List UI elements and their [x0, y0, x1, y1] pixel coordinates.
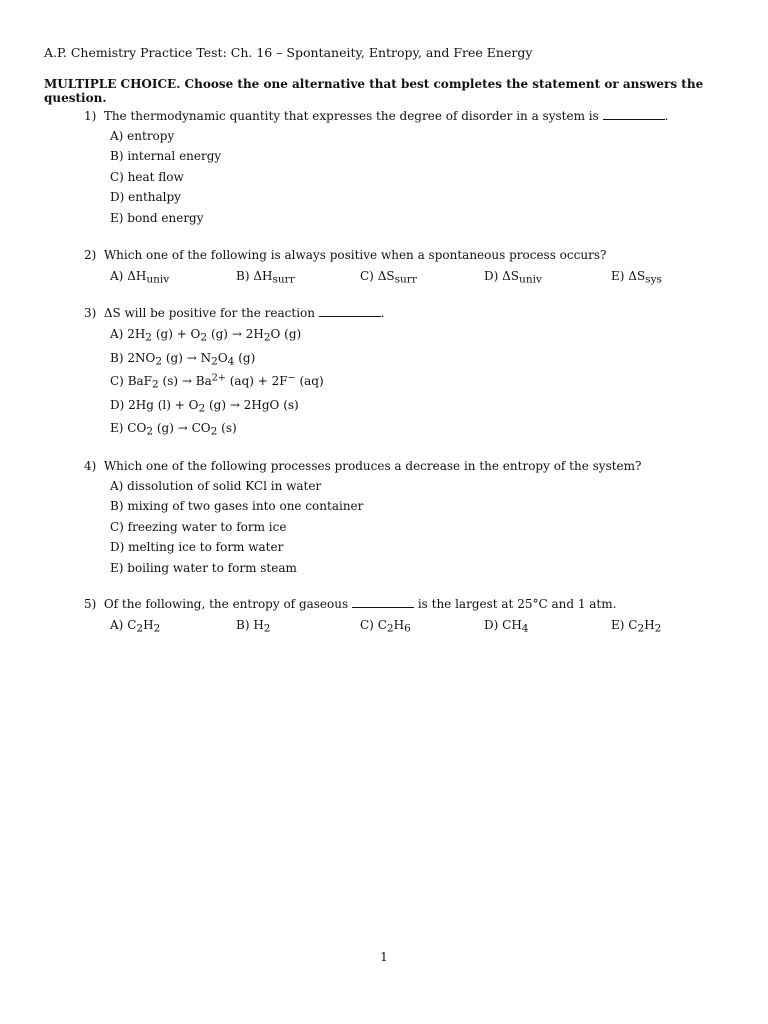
question-5	[84, 594, 684, 636]
option-c: C) $C_2H_6$	[360, 618, 411, 635]
option-c: C) heat flow	[110, 169, 184, 184]
stem-text: ΔS will be positive for the reaction	[103, 306, 315, 320]
option-b: B) mixing of two gases into one container	[110, 499, 364, 514]
question-stem	[84, 106, 684, 126]
stem-text: Of the following, the entropy of gaseous	[103, 597, 349, 611]
option-d: D) $\Delta S_{univ}$	[484, 269, 542, 286]
question-stem	[84, 456, 684, 476]
arrow-icon: →	[229, 397, 240, 412]
option-b: B) internal energy	[110, 149, 222, 164]
question-number: 3)	[84, 306, 97, 320]
answer-blank	[603, 108, 665, 120]
options-row	[110, 614, 684, 636]
option-a: A) $\Delta H_{univ}$	[110, 269, 170, 286]
options-list	[110, 323, 684, 441]
options-row	[110, 265, 684, 287]
option-d: D) 2Hg $(l) + O_2$ (g) → 2HgO (s)	[110, 397, 299, 415]
stem-end: is the largest at 25°C and 1 atm.	[417, 597, 617, 611]
question-stem	[84, 594, 684, 614]
answer-blank	[352, 596, 414, 608]
option-a: A) dissolution of solid KCl in water	[110, 479, 322, 493]
stem-end: .	[380, 306, 385, 320]
option-a: A) $C_2H_2$	[110, 618, 161, 635]
option-a: A) entropy	[110, 129, 175, 143]
question-3	[84, 303, 684, 441]
option-c: C) freezing water to form ice	[110, 519, 287, 534]
stem-text: The thermodynamic quantity that expresses the degree of disorder in a system is	[103, 109, 599, 123]
option-e: E) $C_2H_2$	[611, 618, 662, 635]
question-number: 4)	[84, 459, 97, 473]
option-d: D) melting ice to form water	[110, 540, 284, 555]
option-d: D) $CH_4$	[484, 618, 529, 635]
question-1	[84, 106, 684, 228]
question-4	[84, 456, 684, 578]
option-b: B) $\Delta H_{surr}$	[236, 269, 295, 286]
option-c: C) $\Delta S_{surr}$	[360, 269, 417, 286]
options-list	[110, 126, 684, 228]
arrow-icon: →	[177, 421, 188, 435]
option-a: A) $2H_2$ $(g) + O_2$ $(g) \to 2H_2O$ (g)	[110, 327, 302, 344]
page-title: A.P. Chemistry Practice Test: Ch. 16 – Spontaneity, Entropy, and Free Energy	[44, 45, 533, 60]
options-list	[110, 476, 684, 578]
stem-end: .	[664, 109, 669, 123]
page-number: 1	[380, 950, 388, 964]
option-d: D) enthalpy	[110, 190, 181, 205]
question-number: 1)	[84, 109, 97, 123]
option-e: E) $CO_2$ $(g) \to CO_2$ (s)	[110, 421, 237, 438]
stem-text: Which one of the following processes produces a decrease in the entropy of the system?	[103, 459, 642, 473]
arrow-icon: →	[186, 350, 197, 365]
option-b: B) $2NO_2$ $(g) \to N_2O_4$ (g)	[110, 350, 256, 368]
option-e: E) bond energy	[110, 210, 204, 225]
instructions: MULTIPLE CHOICE. Choose the one alternative that best completes the statement or answers the question.	[44, 77, 704, 105]
arrow-icon: →	[231, 327, 242, 341]
option-e: E) boiling water to form steam	[110, 560, 297, 575]
question-2	[84, 245, 684, 287]
stem-text: Which one of the following is always positive when a spontaneous process occurs?	[103, 248, 607, 262]
answer-blank	[319, 305, 381, 317]
option-c: C) BaF$_2$ $(s) \to Ba^{2+}$ (aq) + 2F− (aq)	[110, 372, 324, 391]
question-stem	[84, 303, 684, 323]
arrow-icon: →	[181, 374, 192, 388]
option-b: B) $H_2$	[236, 618, 271, 635]
option-e: E) $\Delta S_{sys}$	[611, 269, 662, 286]
question-stem	[84, 245, 684, 265]
question-number: 5)	[84, 597, 97, 611]
question-number: 2)	[84, 248, 97, 262]
